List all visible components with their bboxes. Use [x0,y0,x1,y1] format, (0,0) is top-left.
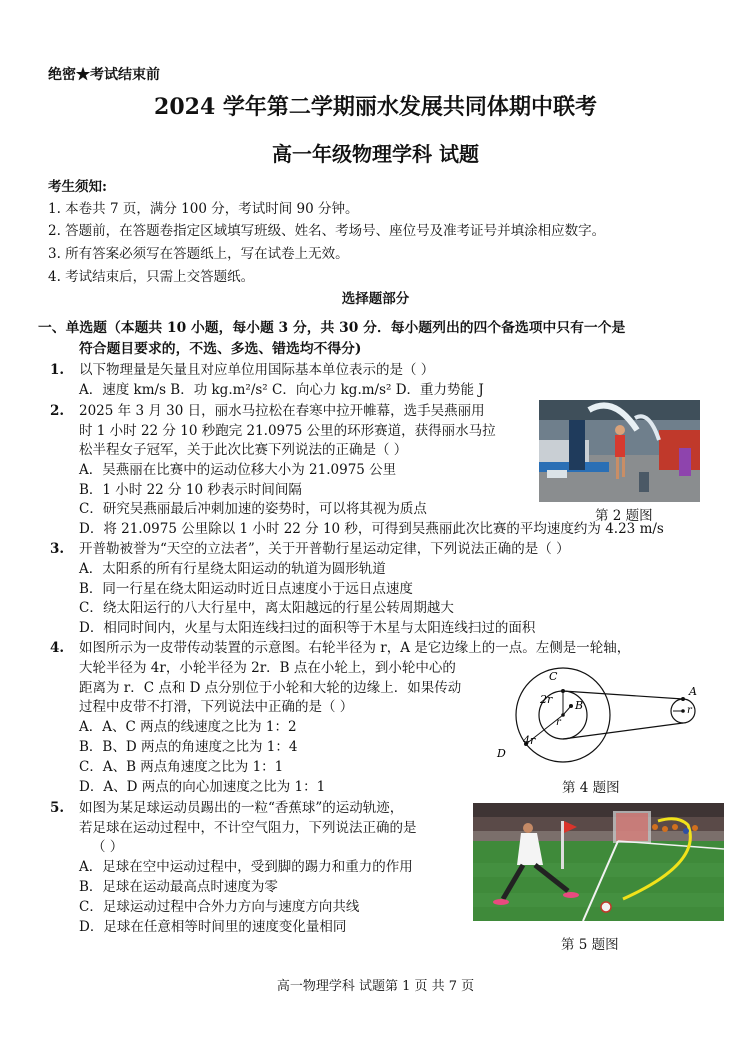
option-d: D．将 21.0975 公里除以 1 小时 22 分 10 秒，可得到吴燕丽此次比赛的平均速度约为 4.23 m/s [79,521,664,537]
right-center [681,709,685,713]
football-photo-art [473,803,724,921]
label-ra: r [687,705,692,716]
figure-caption: 第 5 题图 [561,937,619,953]
exam-subtitle: 高一年级物理学科 试题 [272,142,479,166]
football-photo [473,803,724,921]
label-2r: 2r [540,693,553,706]
question-stem: 2025 年 3 月 30 日，丽水马拉松在春寒中拉开帷幕，选手吴燕丽用 [79,403,485,419]
notice-heading: 考生须知: [48,179,107,195]
belt-drive-diagram [493,665,708,765]
question-number: 3. [50,541,65,557]
option-a: A．足球在空中运动过程中，受到脚的踢力和重力的作用 [79,859,413,875]
notice-item: 3. 所有答案必须写在答题纸上，写在试卷上无效。 [48,246,349,262]
question-stem: 以下物理量是矢量且对应单位用国际基本单位表示的是（ ） [79,362,435,378]
marathon-photo [539,400,700,502]
option-a: A．A、C 两点的线速度之比为 1：2 [79,719,297,735]
option-a: A．太阳系的所有行星绕太阳运动的轨道为圆形轨道 [79,561,386,577]
question-stem: 松半程女子冠军，关于此次比赛下列说法的正确是（ ） [79,442,408,458]
figure-caption: 第 2 题图 [595,508,653,524]
option-b: B．B、D 两点的角速度之比为 1：4 [79,739,298,755]
notice-item: 1. 本卷共 7 页，满分 100 分，考试时间 90 分钟。 [48,201,359,217]
label-r: r [556,717,561,728]
marathon-photo-art [539,400,700,502]
center-point [561,713,565,717]
question-stem: （ ） [92,839,124,855]
confidential-mark: 绝密★考试结束前 [48,67,160,83]
notice-item: 4. 考试结束后，只需上交答题纸。 [48,269,255,285]
question-stem: 时 1 小时 22 分 10 秒跑完 21.0975 公里的环形赛道，获得丽水马拉 [79,423,496,439]
part-heading: 一、单选题（本题共 10 小题，每小题 3 分，共 30 分．每小题列出的四个备选项中只有一个是 [38,320,626,336]
question-number: 1. [50,362,65,378]
question-stem: 开普勒被誉为“天空的立法者”，关于开普勒行星运动定律，下列说法正确的是（ ） [79,541,570,557]
option-d: D．A、D 两点的向心加速度之比为 1：1 [79,779,326,795]
option-c: C．研究吴燕丽最后冲刺加速的姿势时，可以将其视为质点 [79,501,427,517]
option-b: B．同一行星在绕太阳运动时近日点速度小于远日点速度 [79,581,413,597]
page-footer: 高一物理学科 试题第 1 页 共 7 页 [276,979,475,994]
question-stem: 如图所示为一皮带传动装置的示意图。右轮半径为 r，A 是它边缘上的一点。左侧是一轮轴， [79,640,631,656]
option-d: D．相同时间内，火星与太阳连线扫过的面积等于木星与太阳连线扫过的面积 [79,620,536,636]
part-heading-cont: 符合题目要求的，不选、多选、错选均不得分) [79,341,362,357]
notice-item: 2. 答题前，在答题卷指定区域填写班级、姓名、考场号、座位号及准考证号并填涂相应数字。 [48,223,606,239]
question-stem: 距离为 r．C 点和 D 点分别位于小轮和大轮的边缘上．如果传动 [79,680,462,696]
belt-top [563,691,683,699]
label-d: D [497,747,506,760]
option-c: C．绕太阳运行的八大行星中，离太阳越远的行星公转周期越大 [79,600,454,616]
label-b: B [575,699,584,712]
option-c: C．A、B 两点角速度之比为 1：1 [79,759,284,775]
question-options: A．速度 km/s B．功 kg.m²/s² C．向心力 kg.m/s² D．重力势能 J [79,382,484,398]
question-stem: 如图为某足球运动员踢出的一粒“香蕉球”的运动轨迹， [79,800,404,816]
point-c [561,689,565,693]
label-c: C [549,670,558,683]
question-stem: 大轮半径为 4r，小轮半径为 2r．B 点在小轮上，到小轮中心的 [79,660,456,676]
question-stem: 若足球在运动过程中，不计空气阻力，下列说法正确的是 [79,820,417,836]
option-c: C．足球运动过程中合外力方向与速度方向共线 [79,899,360,915]
option-b: B．1 小时 22 分 10 秒表示时间间隔 [79,482,302,498]
point-a [681,697,685,701]
option-d: D．足球在任意相等时间里的速度变化量相同 [79,919,347,935]
question-stem: 过程中皮带不打滑，下列说法中正确的是（ ） [79,699,354,715]
point-b [569,704,573,708]
question-number: 2. [50,403,65,419]
question-number: 4. [50,640,65,656]
figure-caption: 第 4 题图 [562,780,620,796]
section-title: 选择题部分 [341,291,410,307]
question-number: 5. [50,800,65,816]
label-a: A [689,685,697,698]
exam-title: 2024 学年第二学期丽水发展共同体期中联考 [154,94,597,120]
option-b: B．足球在运动最高点时速度为零 [79,879,278,895]
label-4r: 4r [523,734,536,747]
option-a: A．吴燕丽在比赛中的运动位移大小为 21.0975 公里 [79,462,397,478]
